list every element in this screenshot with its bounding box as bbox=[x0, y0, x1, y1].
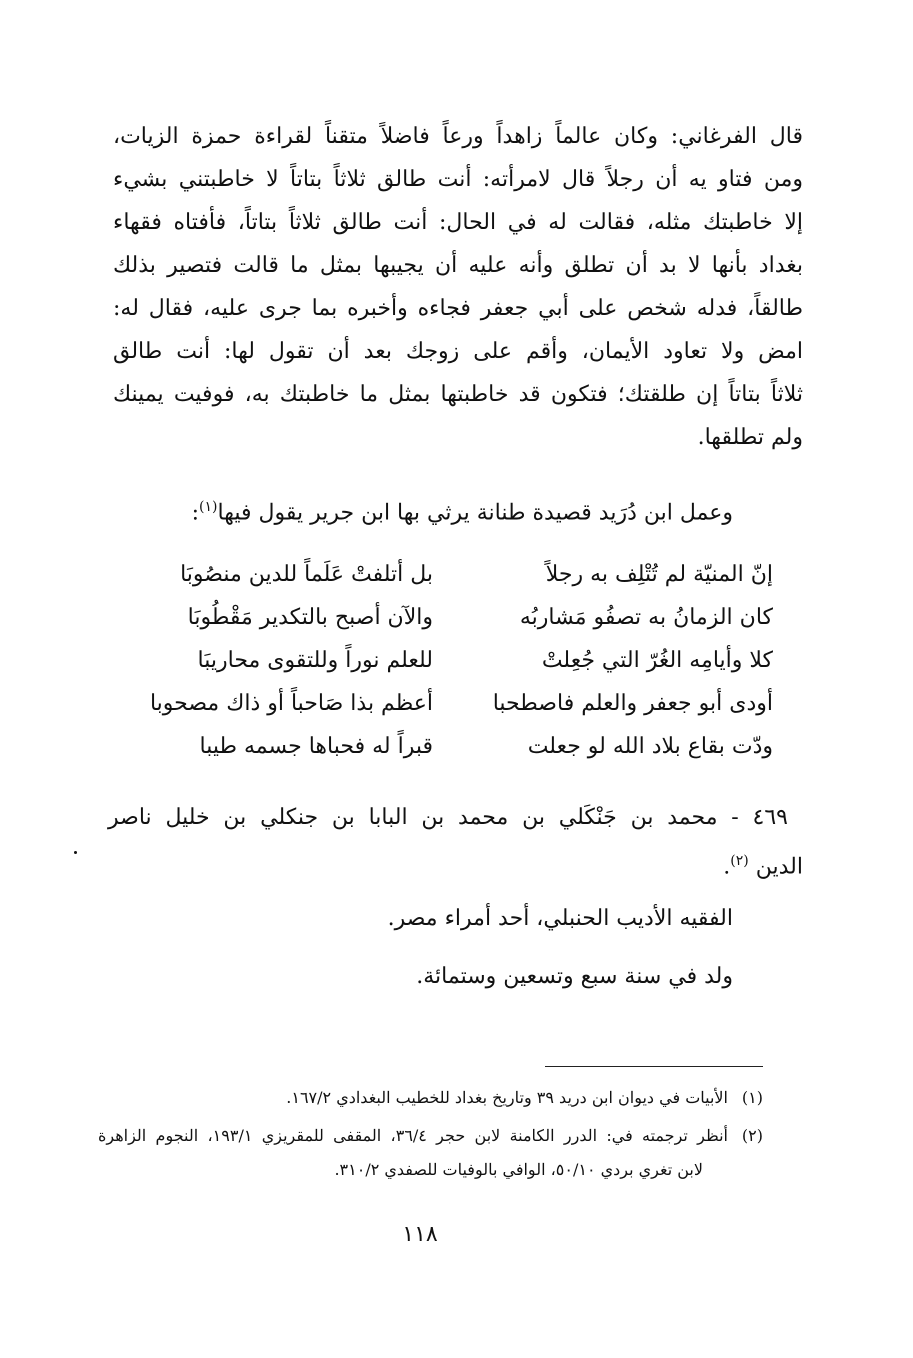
footnote-ref: (١) bbox=[199, 499, 218, 515]
verse-second-hemistich: للعلم نوراً وللتقوى محاريبَا bbox=[197, 648, 433, 673]
poem-intro bbox=[113, 492, 733, 528]
verse-first-hemistich: أودى أبو جعفر والعلم فاصطحبا bbox=[492, 691, 773, 716]
entry-heading-period: . bbox=[723, 854, 731, 880]
paragraph-line: امض ولا تعاود الأيمان، وأقم على زوجك بعد أن تقول لها: أنت طالق bbox=[113, 339, 803, 364]
paragraph-line: الفقيه الأديب الحنبلي، أحد أمراء مصر. bbox=[387, 906, 733, 931]
paragraph-line: ولد في سنة سبع وتسعين وستمائة. bbox=[416, 964, 733, 989]
paragraph-line: ولم تطلقها. bbox=[697, 425, 803, 450]
page-number: ١١٨ bbox=[402, 1222, 438, 1247]
poem-intro-text: وعمل ابن دُرَيد قصيدة طنانة يرثي بها ابن جرير يقول فيها bbox=[217, 500, 733, 526]
footnote-ref: (٢) bbox=[730, 853, 749, 869]
verse-first-hemistich: ودّت بقاع بلاد الله لو جعلت bbox=[527, 734, 773, 759]
footnote-separator bbox=[545, 1066, 763, 1067]
verse-first-hemistich: كلا وأيامِه الغُرّ التي جُعِلتْ bbox=[541, 648, 773, 673]
verse-second-hemistich: قبراً له فحباها جسمه طيبا bbox=[199, 734, 433, 759]
entry-heading-end bbox=[113, 846, 803, 882]
poem-intro-end: : bbox=[191, 500, 200, 526]
verse-second-hemistich: والآن أصبح بالتكدير مَقْطُوبَا bbox=[187, 605, 433, 630]
footnote-line: لابن تغري بردي ٥٠/١٠، الوافي بالوفيات للصفدي ٣١٠/٢. bbox=[334, 1160, 703, 1179]
paragraph-line: طالقاً، فدله شخص على أبي جعفر فجاءه وأخبره بما جرى عليه، فقال له: bbox=[113, 296, 803, 321]
entry-heading-text: الدين bbox=[755, 854, 803, 880]
paragraph-line: قال الفرغاني: وكان عالماً زاهداً ورعاً فاضلاً متقناً لقراءة حمزة الزيات، bbox=[113, 124, 803, 149]
verse-first-hemistich: كان الزمانُ به تصفُو مَشاربُه bbox=[519, 605, 773, 630]
entry-heading: ٤٦٩ - محمد بن جَنْكَلي بن محمد بن البابا بن جنكلي بن خليل ناصر bbox=[108, 805, 788, 830]
paragraph-line: بغداد بأنها لا بد أن تطلق وأنه عليه أن يجيبها بمثل ما قالت فتصير بذلك bbox=[113, 253, 803, 278]
footnote-mark: (٢) bbox=[741, 1126, 763, 1145]
paragraph-line: ومن فتاو يه أن رجلاً قال لامرأته: أنت طالق ثلاثاً بتاتاً لا خاطبتني بشيء bbox=[113, 167, 803, 192]
paragraph-line: إلا خاطبتك مثله، فقالت له في الحال: أنت طالق ثلاثاً بتاتاً، فأفتاه فقهاء bbox=[113, 210, 803, 235]
footnote-line: أنظر ترجمته في: الدرر الكامنة لابن حجر ٣٦/٤، المقفى للمقريزي ١٩٣/١، النجوم الزاهرة bbox=[98, 1126, 728, 1145]
speck-mark bbox=[74, 851, 77, 854]
footnote-mark: (١) bbox=[741, 1088, 763, 1107]
paragraph-line: ثلاثاً بتاتاً إن طلقتك؛ فتكون قد خاطبتها بمثل ما خاطبتك به، فوفيت يمينك bbox=[113, 382, 803, 407]
verse-second-hemistich: أعظم بذا صَاحباً أو ذاك مصحوبا bbox=[149, 691, 433, 716]
verse-first-hemistich: إنّ المنيّة لم تُتْلِف به رجلاً bbox=[545, 562, 773, 587]
verse-second-hemistich: بل أتلفتْ عَلَماً للدين منصُوبَا bbox=[180, 562, 433, 587]
footnote-line: الأبيات في ديوان ابن دريد ٣٩ وتاريخ بغداد للخطيب البغدادي ١٦٧/٢. bbox=[286, 1088, 728, 1107]
